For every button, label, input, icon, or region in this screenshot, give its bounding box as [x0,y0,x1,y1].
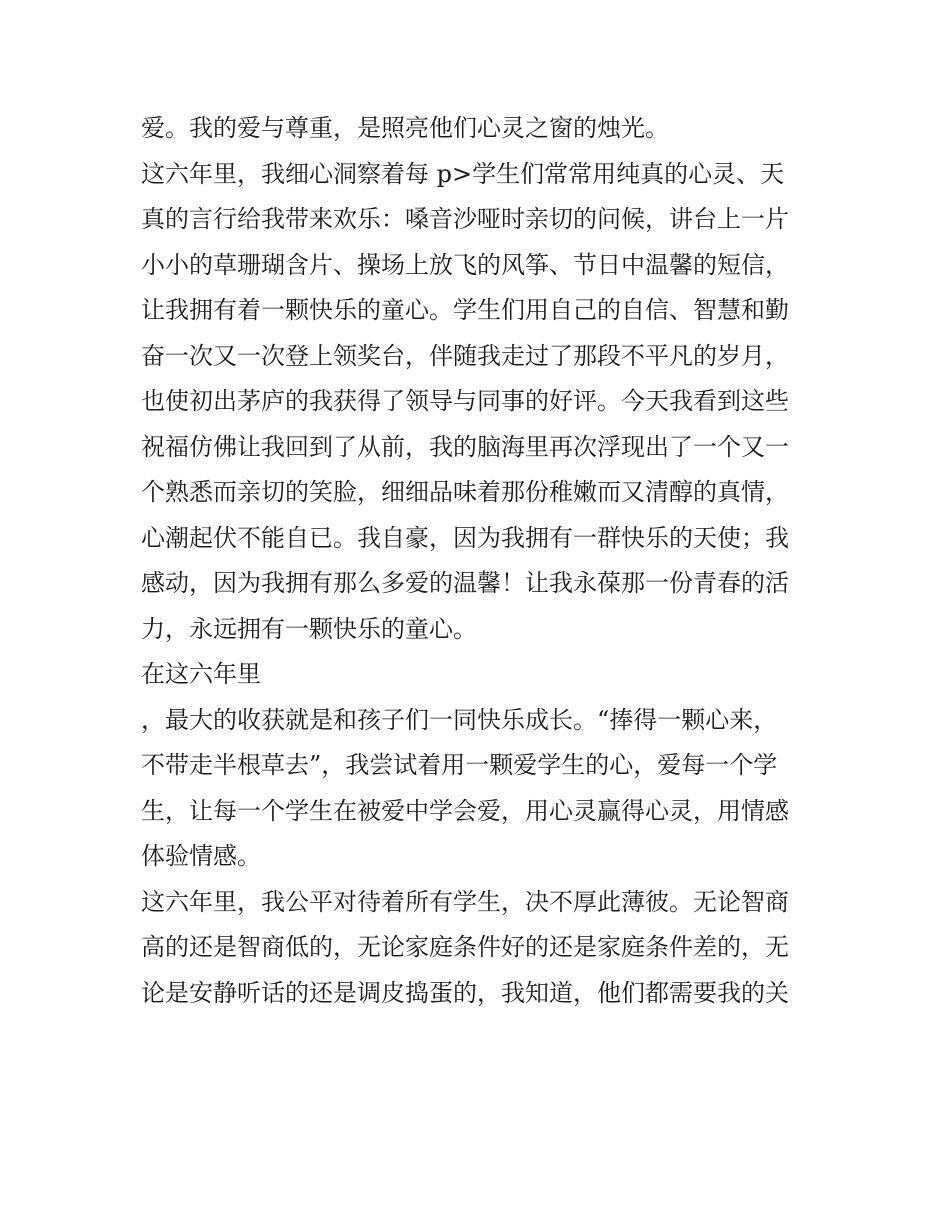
text-line: 奋一次又一次登上领奖台，伴随我走过了那段不平凡的岁月， [141,341,789,370]
text-line: 祝福仿佛让我回到了从前，我的脑海里再次浮现出了一个又一 [141,432,789,461]
document-body [141,106,821,1016]
text-line: 心潮起伏不能自已。我自豪，因为我拥有一群快乐的天使；我 [141,523,789,552]
text-line: 让我拥有着一颗快乐的童心。学生们用自己的自信、智慧和勤 [141,296,789,324]
text-line: 体验情感。 [141,842,261,870]
text-line: 在这六年里 [141,660,261,688]
text-line: 个熟悉而亲切的笑脸，细细品味着那份稚嫩而又清醇的真情， [141,478,789,506]
text-line: 这六年里，我公平对待着所有学生，决不厚此薄彼。无论智商 [141,887,789,916]
text-line: 这六年里，我细心洞察着每 p>学生们常常用纯真的心灵、天 [141,159,785,188]
text-line: 力，永远拥有一颗快乐的童心。 [141,614,477,643]
text-line: ，最大的收获就是和孩子们一同快乐成长。“捧得一颗心来， [141,705,778,734]
text-line: 生，让每一个学生在被爱中学会爱，用心灵赢得心灵，用情感 [141,796,789,825]
text-line: 感动，因为我拥有那么多爱的温馨！让我永葆那一份青春的活 [141,569,789,597]
text-line: 小小的草珊瑚含片、操场上放飞的风筝、节日中温馨的短信， [141,250,789,279]
text-line: 也使初出茅庐的我获得了领导与同事的好评。今天我看到这些 [141,387,789,415]
text-line: 爱。我的爱与尊重，是照亮他们心灵之窗的烛光。 [141,114,669,142]
text-line: 真的言行给我带来欢乐：嗓音沙哑时亲切的问候，讲台上一片 [141,205,789,233]
text-line: 不带走半根草去”，我尝试着用一颗爱学生的心，爱每一个学 [141,751,778,779]
text-line: 高的还是智商低的，无论家庭条件好的还是家庭条件差的，无 [141,933,789,961]
text-line: 论是安静听话的还是调皮捣蛋的，我知道，他们都需要我的关 [141,978,789,1007]
